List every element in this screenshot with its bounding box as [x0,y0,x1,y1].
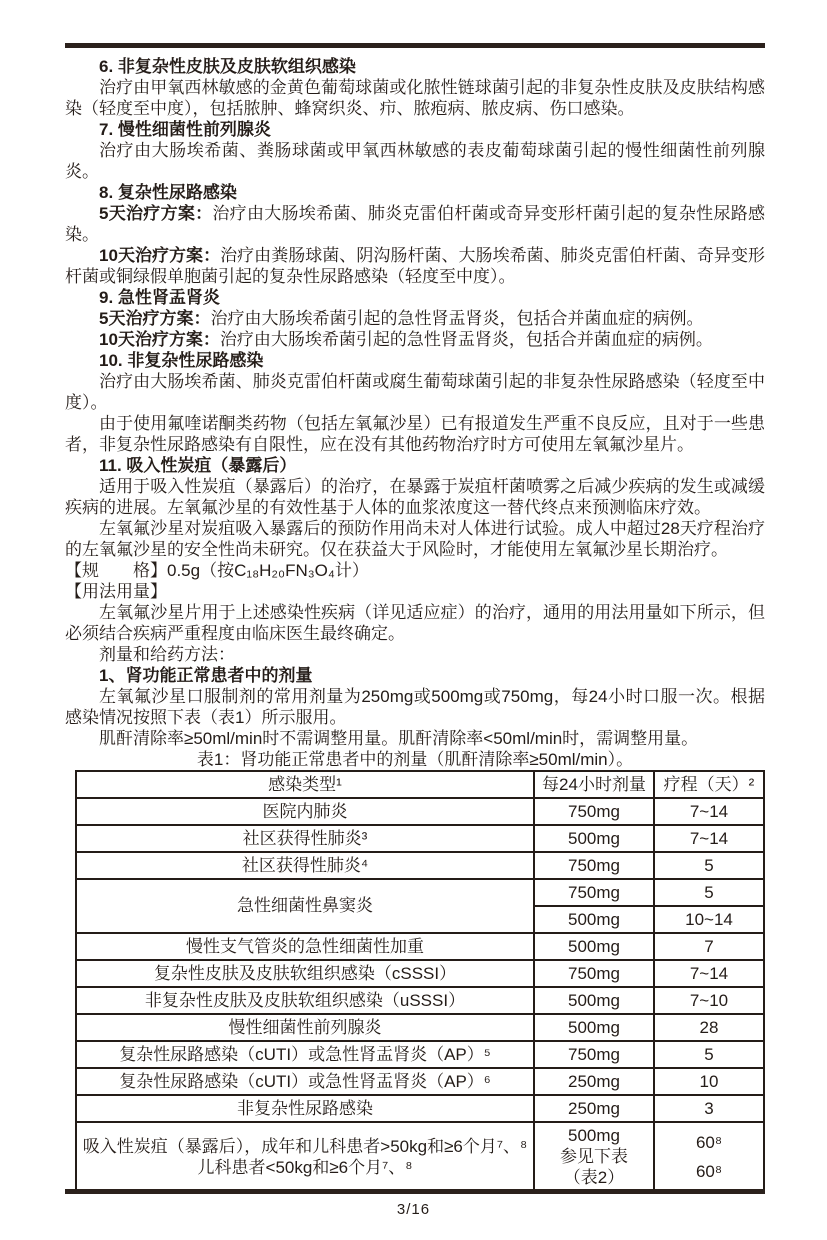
paragraph-s11-2: 左氧氟沙星对炭疽吸入暴露后的预防作用尚未对人体进行试验。成人中超过28天疗程治疗的左氧氟沙星的安全性尚未研究。仅在获益大于风险时，才能使用左氧氟沙星长期治疗。 [65,519,765,559]
cell-duration: 7~14 [654,960,764,987]
cell-duration [654,1122,764,1191]
table-row [76,960,764,987]
table-row [76,1095,764,1122]
duration-line: 60⁸ [695,1161,723,1181]
paragraph-s6: 治疗由甲氧西林敏感的金黄色葡萄球菌或化脓性链球菌引起的非复杂性皮肤及皮肤结构感染（轻度至中度），包括脓肿、蜂窝织炎、疖、脓疱病、脓皮病、伤口感染。 [65,78,765,118]
top-rule [65,43,765,48]
table-row [76,987,764,1014]
cell-dose: 500mg [534,933,654,960]
table-row-anthrax [76,1122,764,1191]
cell-infection: 社区获得性肺炎⁴ [76,852,534,879]
cell-infection: 非复杂性皮肤及皮肤软组织感染（uSSSI） [76,987,534,1014]
paragraph-s7: 治疗由大肠埃希菌、粪肠球菌或甲氧西林敏感的表皮葡萄球菌引起的慢性细菌性前列腺炎。 [65,141,765,181]
cell-duration: 10~14 [654,906,764,933]
cell-duration: 7~10 [654,987,764,1014]
spec-value: 0.5g（按C₁₈H₂₀FN₃O₄计） [167,561,369,580]
cell-dose: 500mg [534,987,654,1014]
page-content [65,56,765,1192]
cell-dose: 500mg [534,825,654,852]
table-row [76,852,764,879]
regimen-lead: 5天治疗方案： [99,309,211,328]
table-row [76,1068,764,1095]
cell-infection: 复杂性尿路感染（cUTI）或急性肾盂肾炎（AP）⁶ [76,1068,534,1095]
cell-infection: 急性细菌性鼻窦炎 [76,879,534,933]
paragraph-s10-2: 由于使用氟喹诺酮类药物（包括左氧氟沙星）已有报道发生严重不良反应，且对于一些患者，非复杂性尿路感染有自限性，应在没有其他药物治疗时方可使用左氧氟沙星片。 [65,414,765,454]
cell-duration: 7 [654,933,764,960]
cell-infection: 慢性支气管炎的急性细菌性加重 [76,933,534,960]
cell-dose: 750mg [534,1041,654,1068]
column-header-duration: 疗程（天）² [654,771,764,798]
bottom-rule [65,1189,765,1194]
paragraph-s9-regimen10 [65,329,765,350]
table-row [76,1041,764,1068]
dose-line: （表2） [563,1168,625,1187]
cell-duration: 7~14 [654,825,764,852]
cell-duration: 5 [654,852,764,879]
usage-entry-label: 【用法用量】 [65,582,167,601]
cell-dose: 500mg [534,906,654,933]
section-heading-7: 7. 慢性细菌性前列腺炎 [99,120,271,139]
paragraph-s11-1: 适用于吸入性炭疽（暴露后）的治疗，在暴露于炭疽杆菌喷雾之后减少疾病的发生或减缓疾病的进展。左氧氟沙星的有效性基于人体的血浆浓度这一替代终点来预测临床疗效。 [65,477,765,517]
table-row [76,1014,764,1041]
regimen-text: 治疗由大肠埃希菌引起的急性肾盂肾炎，包括合并菌血症的病例。 [219,330,713,349]
regimen-text: 治疗由粪肠球菌、阴沟肠杆菌、大肠埃希菌、肺炎克雷伯杆菌、奇异变形杆菌或铜绿假单胞菌引起的复杂性尿路感染（轻度至中度）。 [65,246,765,286]
infection-line: 吸入性炭疽（暴露后），成年和儿科患者>50kg和≥6个月⁷、⁸ [82,1136,528,1156]
cell-infection: 非复杂性尿路感染 [76,1095,534,1122]
spec-label: 【规 格】 [65,561,167,580]
duration-line: 60⁸ [695,1132,723,1152]
cell-dose: 750mg [534,852,654,879]
cell-dose: 250mg [534,1095,654,1122]
paragraph-s8-regimen10 [65,245,765,287]
cell-dose: 750mg [534,798,654,825]
section-heading-10: 10. 非复杂性尿路感染 [99,351,264,370]
cell-duration: 5 [654,1041,764,1068]
cell-infection: 社区获得性肺炎³ [76,825,534,852]
cell-duration: 5 [654,879,764,906]
table-header-row [76,771,764,798]
paragraph-usage-2: 剂量和给药方法： [99,645,235,664]
cell-infection: 慢性细菌性前列腺炎 [76,1014,534,1041]
dose-line: 500mg [568,1126,620,1145]
cell-duration: 7~14 [654,798,764,825]
regimen-lead: 5天治疗方案： [99,204,213,223]
section-heading-8: 8. 复杂性尿路感染 [99,183,237,202]
cell-dose: 750mg [534,879,654,906]
infection-line: 儿科患者<50kg和≥6个月⁷、⁸ [197,1157,413,1177]
table-row [76,933,764,960]
table-row [76,825,764,852]
paragraph-usage-1: 左氧氟沙星片用于上述感染性疾病（详见适应症）的治疗，通用的用法用量如下所示，但必须结合疾病严重程度由临床医生最终确定。 [65,603,765,643]
paragraph-s8-regimen5 [65,203,765,245]
cell-infection: 医院内肺炎 [76,798,534,825]
cell-dose: 750mg [534,960,654,987]
dosage-table [75,770,765,1192]
cell-duration: 10 [654,1068,764,1095]
paragraph-usage-3: 左氧氟沙星口服制剂的常用剂量为250mg或500mg或750mg，每24小时口服一次。根据感染情况按照下表（表1）所示服用。 [65,687,765,727]
regimen-lead: 10天治疗方案： [99,246,221,265]
regimen-text: 治疗由大肠埃希菌、肺炎克雷伯杆菌或奇异变形杆菌引起的复杂性尿路感染。 [65,204,765,244]
column-header-dose: 每24小时剂量 [534,771,654,798]
cell-duration: 3 [654,1095,764,1122]
paragraph-s9-regimen5 [65,308,765,329]
spec-entry [65,560,765,581]
column-header-infection: 感染类型¹ [76,771,534,798]
cell-duration: 28 [654,1014,764,1041]
regimen-lead: 10天治疗方案： [99,330,220,349]
table-caption: 表1：肾功能正常患者中的剂量（肌酐清除率≥50ml/min）。 [196,750,634,769]
table-row [76,798,764,825]
dose-line: 参见下表 [560,1147,628,1166]
section-heading-11: 11. 吸入性炭疽（暴露后） [99,456,297,475]
cell-dose: 250mg [534,1068,654,1095]
paragraph-s10-1: 治疗由大肠埃希菌、肺炎克雷伯杆菌或腐生葡萄球菌引起的非复杂性尿路感染（轻度至中度）。 [65,372,765,412]
usage-subheading-1: 1、肾功能正常患者中的剂量 [99,666,313,685]
table-row [76,879,764,906]
page-number: 3/16 [396,1201,431,1218]
cell-dose [534,1122,654,1191]
cell-dose: 500mg [534,1014,654,1041]
regimen-text: 治疗由大肠埃希菌引起的急性肾盂肾炎，包括合并菌血症的病例。 [210,309,704,328]
section-heading-6: 6. 非复杂性皮肤及皮肤软组织感染 [99,57,356,76]
cell-infection [76,1122,534,1191]
cell-infection: 复杂性尿路感染（cUTI）或急性肾盂肾炎（AP）⁵ [76,1041,534,1068]
paragraph-usage-4: 肌酐清除率≥50ml/min时不需调整用量。肌酐清除率<50ml/min时，需调整用量。 [99,729,699,748]
section-heading-9: 9. 急性肾盂肾炎 [99,288,220,307]
cell-infection: 复杂性皮肤及皮肤软组织感染（cSSSI） [76,960,534,987]
